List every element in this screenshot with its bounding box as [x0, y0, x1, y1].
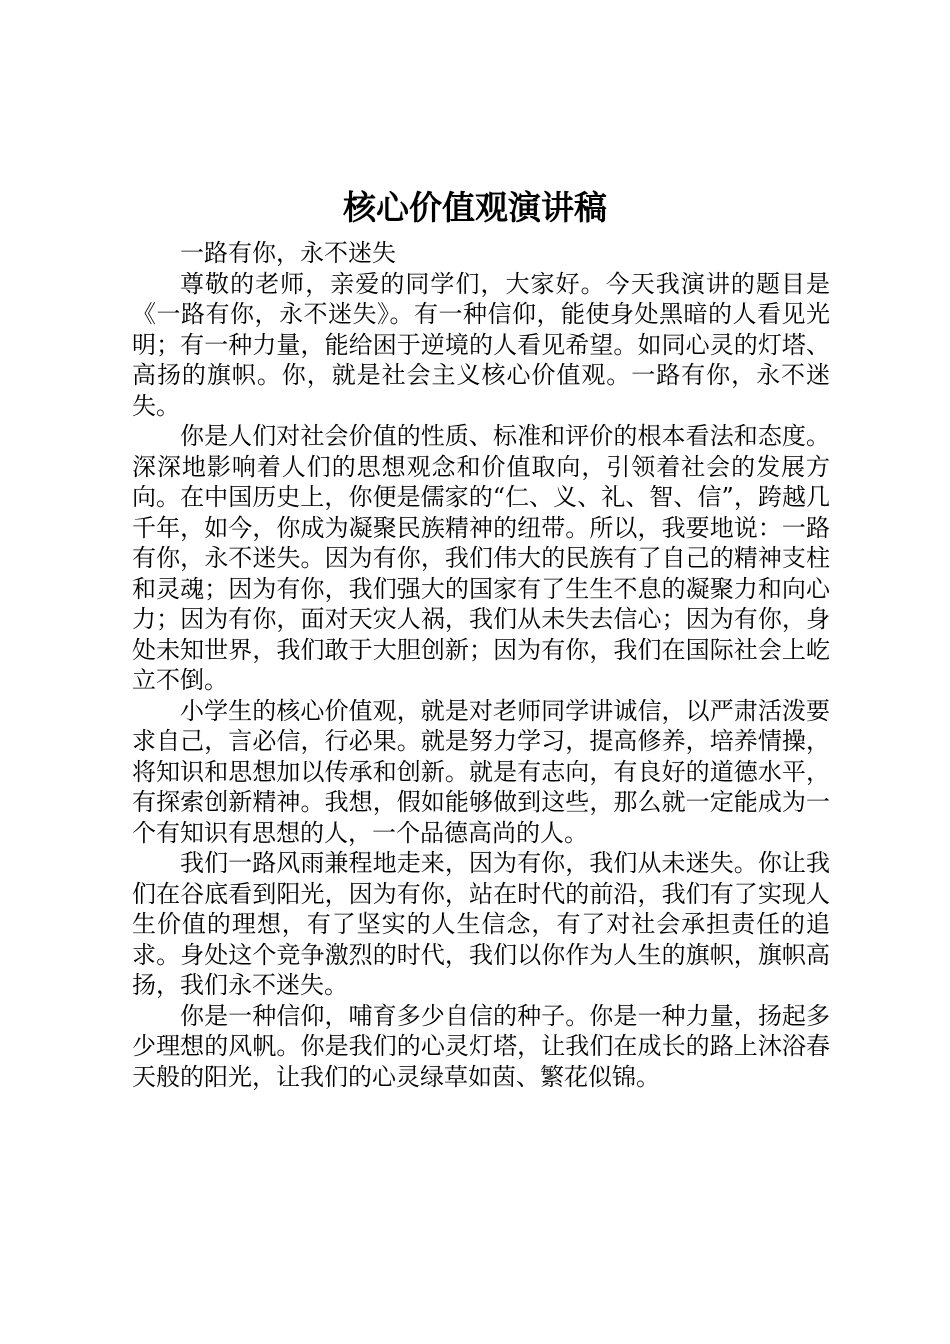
- document-body: [132, 238, 830, 1092]
- paragraph: 尊敬的老师，亲爱的同学们，大家好。今天我演讲的题目是《一路有你，永不迷失》。有一种信仰，能使身处黑暗的人看见光明；有一种力量，能给困于逆境的人看见希望。如同心灵的灯塔、高扬的旗帜。你，就是社会主义核心价值观。一路有你，永不迷失。: [132, 269, 830, 420]
- paragraph-subtitle: 一路有你，永不迷失: [180, 239, 396, 267]
- paragraph: 小学生的核心价值观，就是对老师同学讲诚信，以严肃活泼要求自己，言必信，行必果。就是努力学习，提高修养，培养情操，将知识和思想加以传承和创新。就是有志向，有良好的道德水平，有探索创新精神。我想，假如能够做到这些，那么就一定能成为一个有知识有思想的人，一个品德高尚的人。: [132, 696, 830, 847]
- document-title: 核心价值观演讲稿: [343, 188, 607, 227]
- paragraph: 你是人们对社会价值的性质、标准和评价的根本看法和态度。深深地影响着人们的思想观念和价值取向，引领着社会的发展方向。在中国历史上，你便是儒家的“仁、义、礼、智、信”，跨越几千年，如今，你成为凝聚民族精神的纽带。所以，我要地说：一路有你，永不迷失。因为有你，我们伟大的民族有了自己的精神支柱和灵魂；因为有你，我们强大的国家有了生生不息的凝聚力和向心力；因为有你，面对天灾人祸，我们从未失去信心；因为有你，身处未知世界，我们敢于大胆创新；因为有你，我们在国际社会上屹立不倒。: [132, 422, 830, 694]
- paragraph: 我们一路风雨兼程地走来，因为有你，我们从未迷失。你让我们在谷底看到阳光，因为有你，站在时代的前沿，我们有了实现人生价值的理想，有了坚实的人生信念，有了对社会承担责任的追求。身处这个竞争激烈的时代，我们以你作为人生的旗帜，旗帜高扬，我们永不迷失。: [132, 849, 830, 999]
- paragraph: 你是一种信仰，哺育多少自信的种子。你是一种力量，扬起多少理想的风帆。你是我们的心灵灯塔，让我们在成长的路上沐浴春天般的阳光，让我们的心灵绿草如茵、繁花似锦。: [132, 1001, 830, 1091]
